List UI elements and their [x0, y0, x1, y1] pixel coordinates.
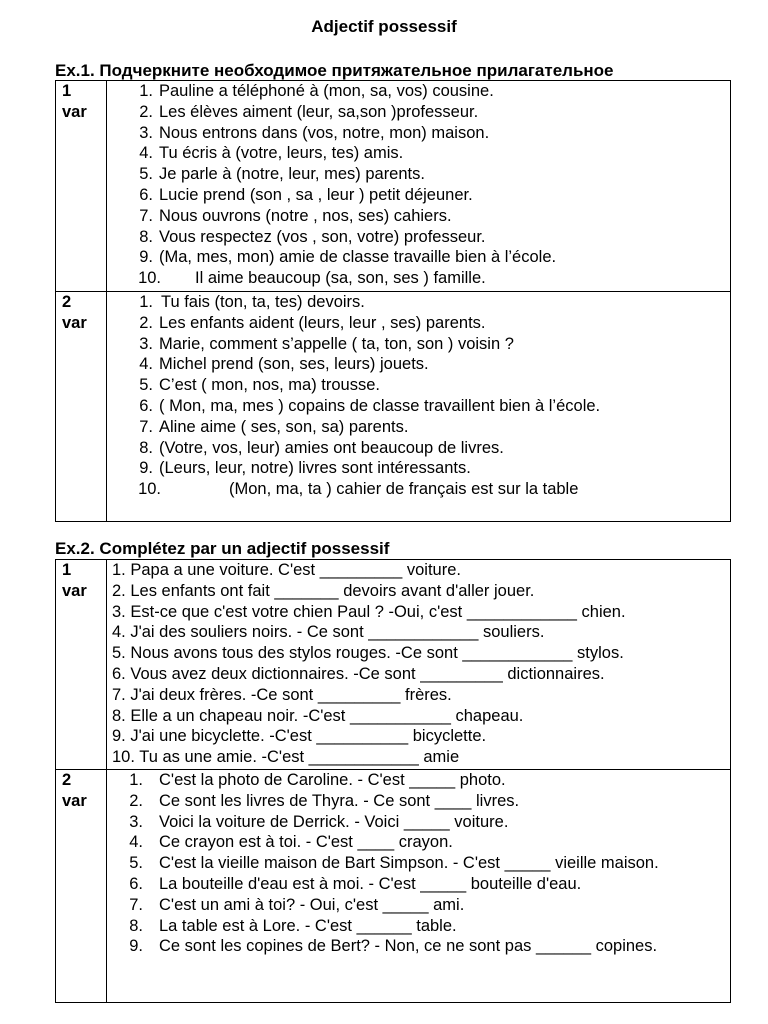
- item-text: La bouteille d'eau est à moi. - C'est _____ bouteille d'eau.: [159, 874, 582, 893]
- list-item: [107, 247, 730, 268]
- item-number: 1.: [112, 561, 126, 579]
- list-item: [107, 853, 722, 874]
- list-item: [112, 602, 730, 623]
- var-word: var: [62, 582, 87, 600]
- list-item: [112, 622, 730, 643]
- list-item: [107, 417, 730, 438]
- item-number: 3.: [139, 334, 153, 353]
- item-number: 4.: [139, 355, 153, 374]
- item-number: 9.: [139, 248, 153, 267]
- ex1-var1-label: [56, 81, 107, 292]
- list-item: [107, 770, 722, 791]
- list-item: [107, 292, 730, 313]
- list-item: [107, 832, 722, 853]
- var-number: 2: [62, 771, 72, 789]
- item-number: 10.: [138, 269, 161, 288]
- item-text: Nous avons tous des stylos rouges. -Ce sont ____________ stylos.: [130, 644, 624, 663]
- item-text: Ce crayon est à toi. - C'est ____ crayon.: [159, 833, 453, 852]
- list-item: [107, 354, 730, 375]
- item-text: Lucie prend (son , sa , leur ) petit déjeuner.: [159, 185, 473, 204]
- list-item: [107, 102, 730, 123]
- ex2-var2-label: [56, 770, 107, 1003]
- item-number: 1.: [139, 293, 153, 311]
- item-text: Tu écris à (votre, leurs, tes) amis.: [159, 144, 404, 163]
- item-number: 3.: [129, 812, 143, 831]
- var-word: var: [62, 314, 87, 332]
- list-item: [107, 227, 730, 248]
- list-item: [112, 643, 730, 664]
- item-number: 4.: [112, 623, 126, 642]
- item-number: 6.: [139, 396, 153, 415]
- item-text: Les élèves aiment (leur, sa,son )professeur.: [159, 102, 479, 121]
- item-text: Tu fais (ton, ta, tes) devoirs.: [161, 293, 365, 311]
- list-item: [107, 81, 730, 102]
- item-text: Pauline a téléphoné à (mon, sa, vos) cousine.: [159, 82, 494, 100]
- var-number: 1: [62, 561, 72, 579]
- item-number: 10.: [112, 748, 135, 767]
- var-word: var: [62, 103, 87, 121]
- ex2-var2-items: [107, 770, 731, 1003]
- item-text: Ce sont les livres de Thyra. - Ce sont ____ livres.: [159, 791, 520, 810]
- list-item: [112, 747, 730, 768]
- ex1-var2-row: [56, 292, 731, 522]
- item-number: 3.: [112, 602, 126, 621]
- ex2-var1-items: [107, 560, 731, 770]
- item-number: 7.: [139, 206, 153, 225]
- item-number: 2.: [129, 791, 143, 810]
- ex1-var2-items: [107, 292, 731, 522]
- item-number: 7.: [112, 685, 126, 704]
- item-number: 7.: [129, 895, 143, 914]
- item-number: 6.: [139, 185, 153, 204]
- item-text: J'ai une bicyclette. -C'est __________ bicyclette.: [130, 727, 487, 746]
- item-number: 4.: [139, 144, 153, 163]
- item-text: Il aime beaucoup (sa, son, ses ) famille.: [195, 269, 486, 288]
- item-text: Tu as une amie. -C'est ____________ amie: [139, 748, 460, 767]
- list-item: [107, 123, 730, 144]
- item-number: 5.: [139, 165, 153, 184]
- item-text: Nous entrons dans (vos, notre, mon) maison.: [159, 123, 490, 142]
- item-number: 9.: [129, 937, 143, 956]
- ex1-heading: Ex.1. Подчеркните необходимое притяжательное прилагательное: [55, 61, 614, 80]
- item-number: 1.: [129, 771, 143, 789]
- list-item: [107, 206, 730, 227]
- item-text: J'ai des souliers noirs. - Ce sont ____________ souliers.: [130, 623, 545, 642]
- item-text: (Ma, mes, mon) amie de classe travaille bien à l’école.: [159, 248, 557, 267]
- list-item: [107, 438, 730, 459]
- item-text: J'ai deux frères. -Ce sont _________ frères.: [130, 685, 452, 704]
- list-item: [107, 791, 722, 812]
- item-text: Aline aime ( ses, son, sa) parents.: [159, 417, 409, 436]
- var-number: 1: [62, 82, 72, 100]
- list-item: [107, 334, 730, 355]
- list-item: [107, 185, 730, 206]
- item-number: 4.: [129, 833, 143, 852]
- item-number: 6.: [129, 874, 143, 893]
- item-number: 5.: [112, 644, 126, 663]
- list-item: [112, 685, 730, 706]
- ex1-table: [55, 80, 731, 522]
- ex1-var2-label: [56, 292, 107, 522]
- item-number: 3.: [139, 123, 153, 142]
- item-number: 9.: [112, 727, 126, 746]
- list-item: [107, 874, 722, 895]
- list-item: [107, 895, 722, 916]
- var-word: var: [62, 792, 87, 810]
- item-text: Les enfants ont fait _______ devoirs avant d'aller jouer.: [130, 581, 535, 600]
- item-number: 6.: [112, 664, 126, 683]
- list-item: [107, 164, 730, 185]
- item-number: 8.: [129, 916, 143, 935]
- page-title: Adjectif possessif: [311, 17, 457, 36]
- item-text: Nous ouvrons (notre , nos, ses) cahiers.: [159, 206, 452, 225]
- item-number: 5.: [139, 376, 153, 395]
- list-item: [107, 396, 730, 417]
- item-number: 5.: [129, 854, 143, 873]
- list-item: [107, 268, 730, 289]
- item-text: Je parle à (notre, leur, mes) parents.: [159, 165, 425, 184]
- list-item: [112, 706, 730, 727]
- ex1-var1-row: [56, 81, 731, 292]
- item-text: C'est la photo de Caroline. - C'est _____ photo.: [159, 771, 506, 789]
- item-text: Marie, comment s’appelle ( ta, ton, son ) voisin ?: [159, 334, 514, 353]
- item-text: C’est ( mon, nos, ma) trousse.: [159, 376, 380, 395]
- item-number: 2.: [139, 102, 153, 121]
- item-number: 8.: [139, 438, 153, 457]
- ex1-var1-items: [107, 81, 731, 292]
- item-text: C'est un ami à toi? - Oui, c'est _____ ami.: [159, 895, 465, 914]
- item-text: Michel prend (son, ses, leurs) jouets.: [159, 355, 429, 374]
- item-text: (Votre, vos, leur) amies ont beaucoup de livres.: [159, 438, 504, 457]
- item-text: Elle a un chapeau noir. -C'est ___________ chapeau.: [130, 706, 524, 725]
- item-text: Les enfants aident (leurs, leur , ses) parents.: [159, 313, 486, 332]
- list-item: [107, 313, 730, 334]
- item-text: ( Mon, ma, mes ) copains de classe travaillent bien à l’école.: [159, 396, 601, 415]
- item-text: La table est à Lore. - C'est ______ table.: [159, 916, 457, 935]
- item-number: 7.: [139, 417, 153, 436]
- item-text: Est-ce que c'est votre chien Paul ? -Oui, c'est ____________ chien.: [130, 602, 626, 621]
- var-number: 2: [62, 293, 72, 311]
- list-item: [107, 916, 722, 937]
- list-item: [107, 143, 730, 164]
- list-item: [112, 581, 730, 602]
- item-number: 1.: [139, 82, 153, 100]
- ex2-table: [55, 559, 731, 1003]
- list-item: [107, 936, 722, 957]
- item-number: 10.: [138, 480, 161, 499]
- ex2-var2-row: [56, 770, 731, 1003]
- list-item: [107, 479, 730, 500]
- list-item: [107, 458, 730, 479]
- list-item: [112, 726, 730, 747]
- item-text: C'est la vieille maison de Bart Simpson. - C'est _____ vieille maison.: [159, 854, 659, 873]
- list-item: [107, 375, 730, 396]
- item-text: Vous avez deux dictionnaires. -Ce sont _________ dictionnaires.: [130, 664, 605, 683]
- list-item: [112, 664, 730, 685]
- list-item: [112, 560, 730, 581]
- item-text: (Mon, ma, ta ) cahier de français est sur la table: [229, 480, 579, 499]
- item-number: 2.: [139, 313, 153, 332]
- list-item: [107, 812, 722, 833]
- item-text: Ce sont les copines de Bert? - Non, ce ne sont pas ______ copines.: [159, 937, 658, 956]
- item-text: Papa a une voiture. C'est _________ voiture.: [130, 561, 461, 579]
- ex2-var1-label: [56, 560, 107, 770]
- ex2-heading: Ex.2. Complétez par un adjectif possessif: [55, 539, 390, 558]
- item-text: Voici la voiture de Derrick. - Voici _____ voiture.: [159, 812, 509, 831]
- item-text: (Leurs, leur, notre) livres sont intéressants.: [159, 459, 471, 478]
- item-number: 9.: [139, 459, 153, 478]
- item-number: 2.: [112, 581, 126, 600]
- ex2-var1-row: [56, 560, 731, 770]
- item-number: 8.: [139, 227, 153, 246]
- item-text: Vous respectez (vos , son, votre) professeur.: [159, 227, 486, 246]
- item-number: 8.: [112, 706, 126, 725]
